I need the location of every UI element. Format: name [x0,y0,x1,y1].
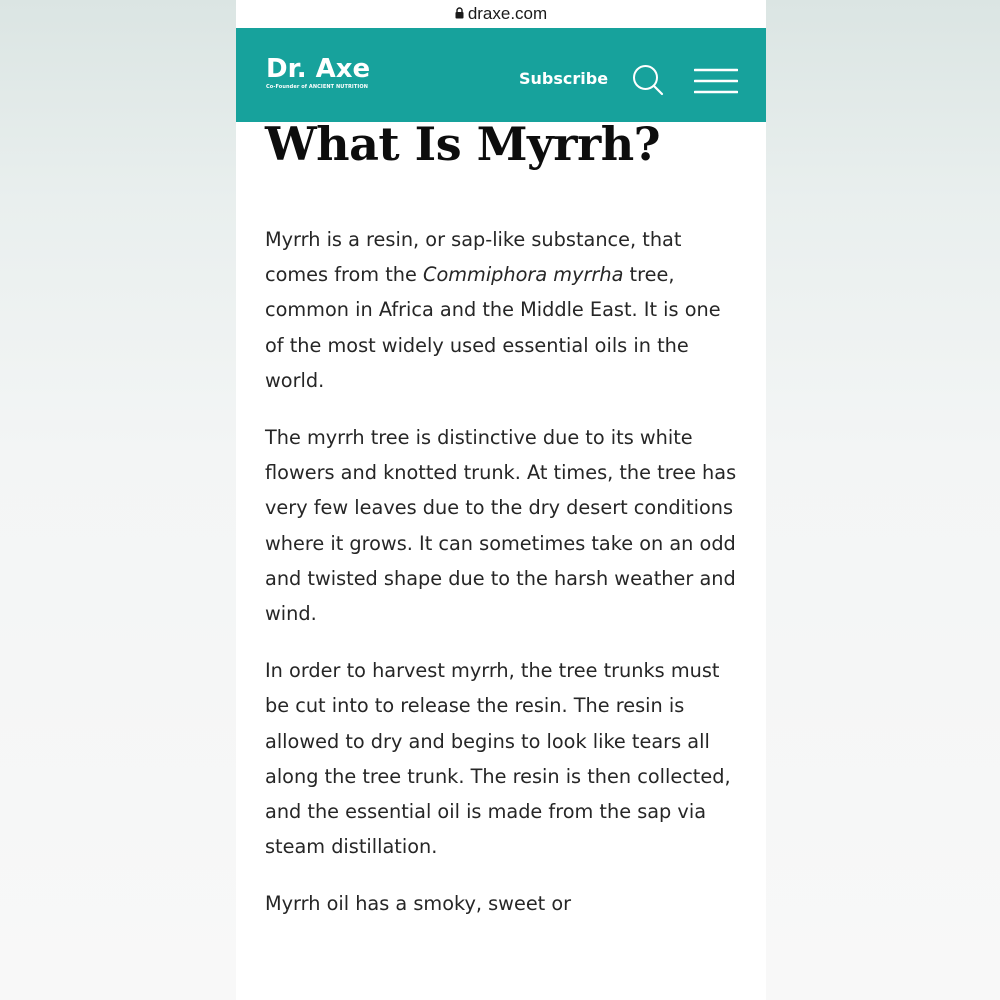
search-icon[interactable] [632,64,664,96]
paragraph-2: The myrrh tree is distinctive due to its white flowers and knotted trunk. At times, the tree has very few leaves due to the dry desert conditions where it grows. It can sometimes take on an odd and twisted shape due to the harsh weather and wind. [265,426,737,626]
lock-icon [455,7,464,19]
browser-url-bar[interactable] [236,0,766,28]
logo-wordmark: Dr. Axe [266,54,371,84]
subscribe-link[interactable]: Subscribe [519,69,609,88]
paragraph-1 [265,222,745,398]
logo-tagline: Co-Founder of ANCIENT NUTRITION [266,84,368,90]
site-header [236,28,766,122]
background-left [0,0,236,1000]
paragraph-3: In order to harvest myrrh, the tree trunks must be cut into to release the resin. The resin is allowed to dry and begins to look like tears all along the tree trunk. The resin is then collected, and the essential oil is made from the sap via steam distillation. [265,659,731,859]
url-text: draxe.com [467,4,548,23]
phone-screen [236,0,766,1000]
article-body [265,222,745,944]
hamburger-menu-icon[interactable] [694,68,738,94]
paragraph-1-text-a: Myrrh is a resin, or sap-like substance, that comes from the [265,228,682,287]
paragraph-1-species-name: Commiphora myrrha [423,263,624,287]
paragraph-1-text-b: tree, common in Africa and the Middle East. It is one of the most widely used essential oils in the world. [265,263,721,392]
paragraph-4: Myrrh oil has a smoky, sweet or [265,892,572,916]
article-title: What Is Myrrh? [265,117,661,171]
site-logo[interactable] [266,55,370,91]
background-right [766,0,1000,1000]
